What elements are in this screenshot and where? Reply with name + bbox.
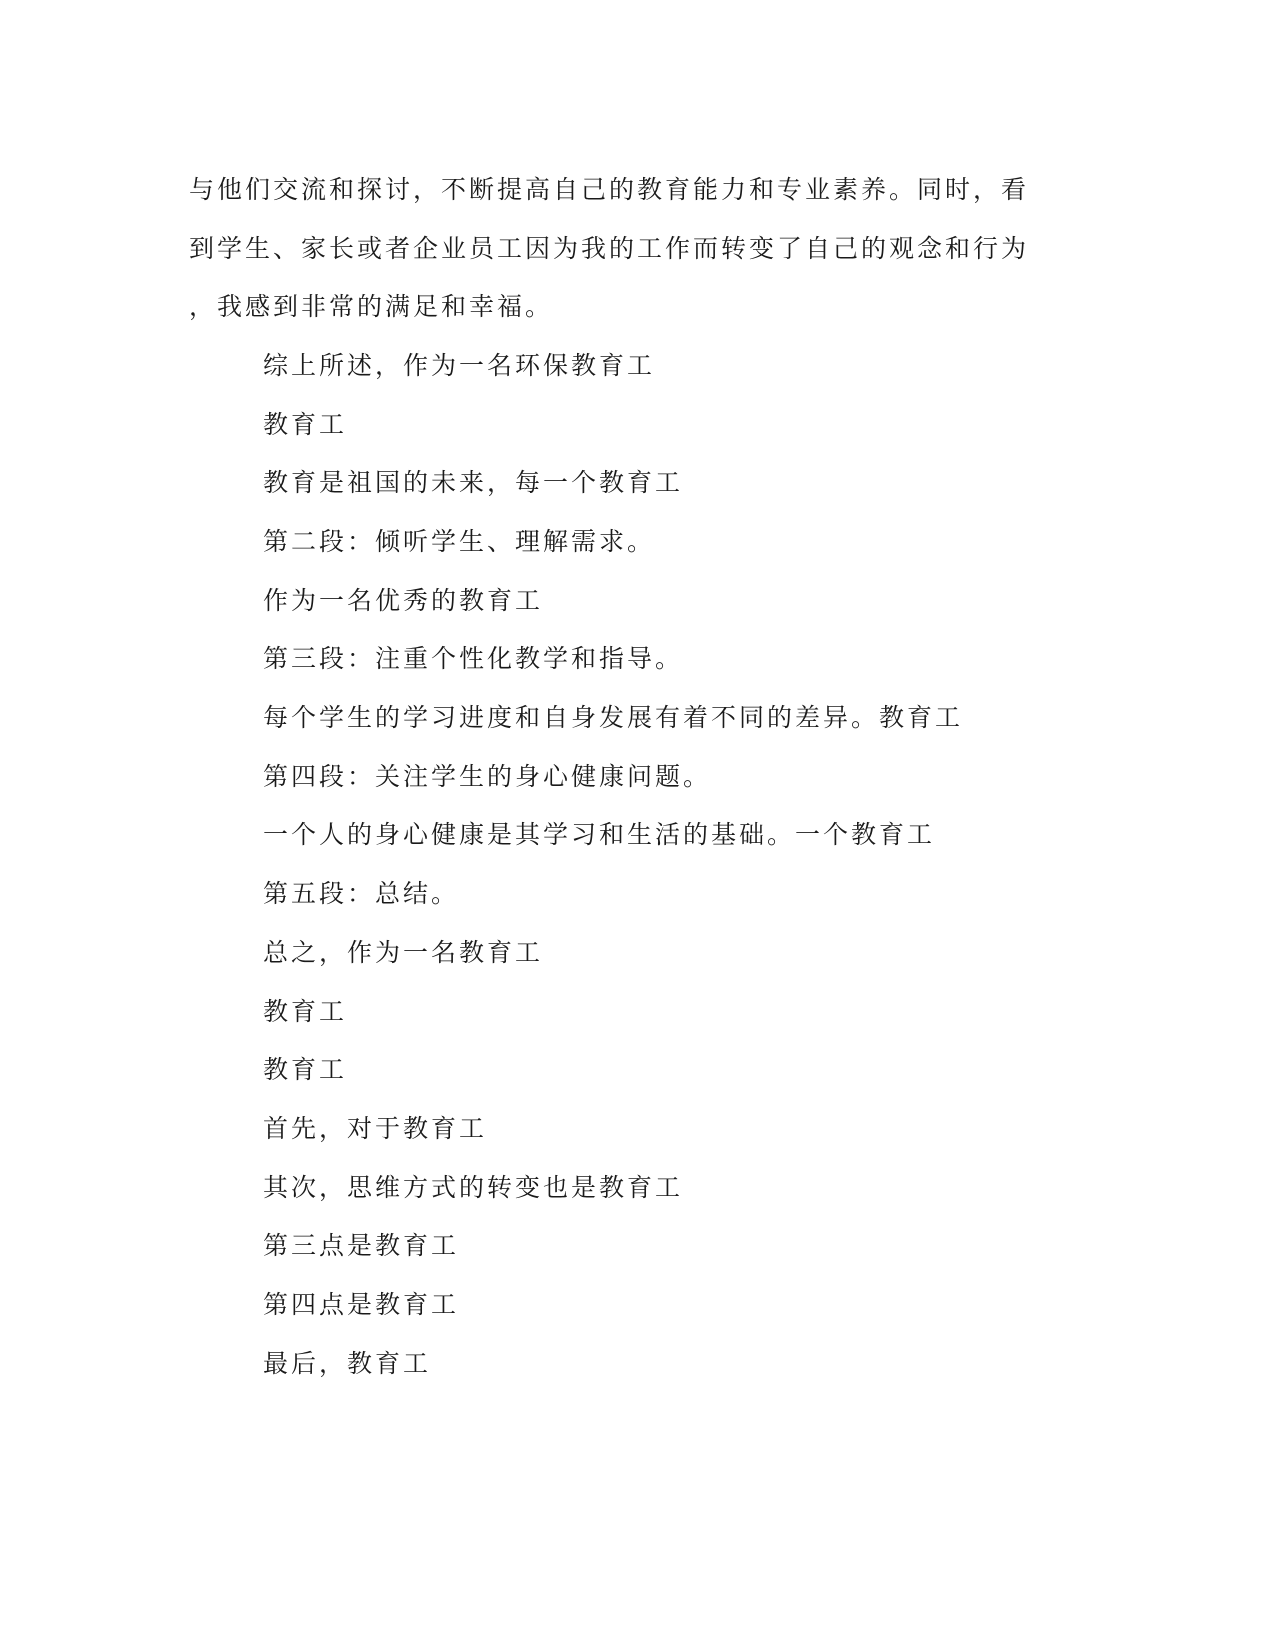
text-line: 其次，思维方式的转变也是教育工: [263, 1173, 684, 1202]
section-heading: 第二段：倾听学生、理解需求。: [263, 527, 656, 556]
section-heading: 第四段：关注学生的身心健康问题。: [263, 762, 712, 791]
section-heading: 第五段：总结。: [263, 879, 460, 908]
text-line: 最后，教育工: [263, 1349, 432, 1378]
text-line: 教育工: [263, 997, 348, 1026]
text-line: 教育是祖国的未来，每一个教育工: [263, 468, 684, 497]
paragraph-line: 到学生、家长或者企业员工因为我的工作而转变了自己的观念和行为: [189, 234, 1030, 263]
text-line: 一个人的身心健康是其学习和生活的基础。一个教育工: [263, 820, 936, 849]
text-line: 每个学生的学习进度和自身发展有着不同的差异。教育工: [263, 703, 964, 732]
text-line: 教育工: [263, 1055, 348, 1084]
text-line: 综上所述，作为一名环保教育工: [263, 351, 656, 380]
text-line: 教育工: [263, 410, 348, 439]
paragraph-line: ，我感到非常的满足和幸福。: [189, 292, 554, 321]
section-heading: 第三段：注重个性化教学和指导。: [263, 644, 684, 673]
paragraph-line: 与他们交流和探讨，不断提高自己的教育能力和专业素养。同时，看: [189, 175, 1030, 204]
text-line: 第四点是教育工: [263, 1290, 460, 1319]
text-line: 第三点是教育工: [263, 1231, 460, 1260]
text-line: 首先，对于教育工: [263, 1114, 488, 1143]
text-line: 总之，作为一名教育工: [263, 938, 544, 967]
text-line: 作为一名优秀的教育工: [263, 586, 544, 615]
